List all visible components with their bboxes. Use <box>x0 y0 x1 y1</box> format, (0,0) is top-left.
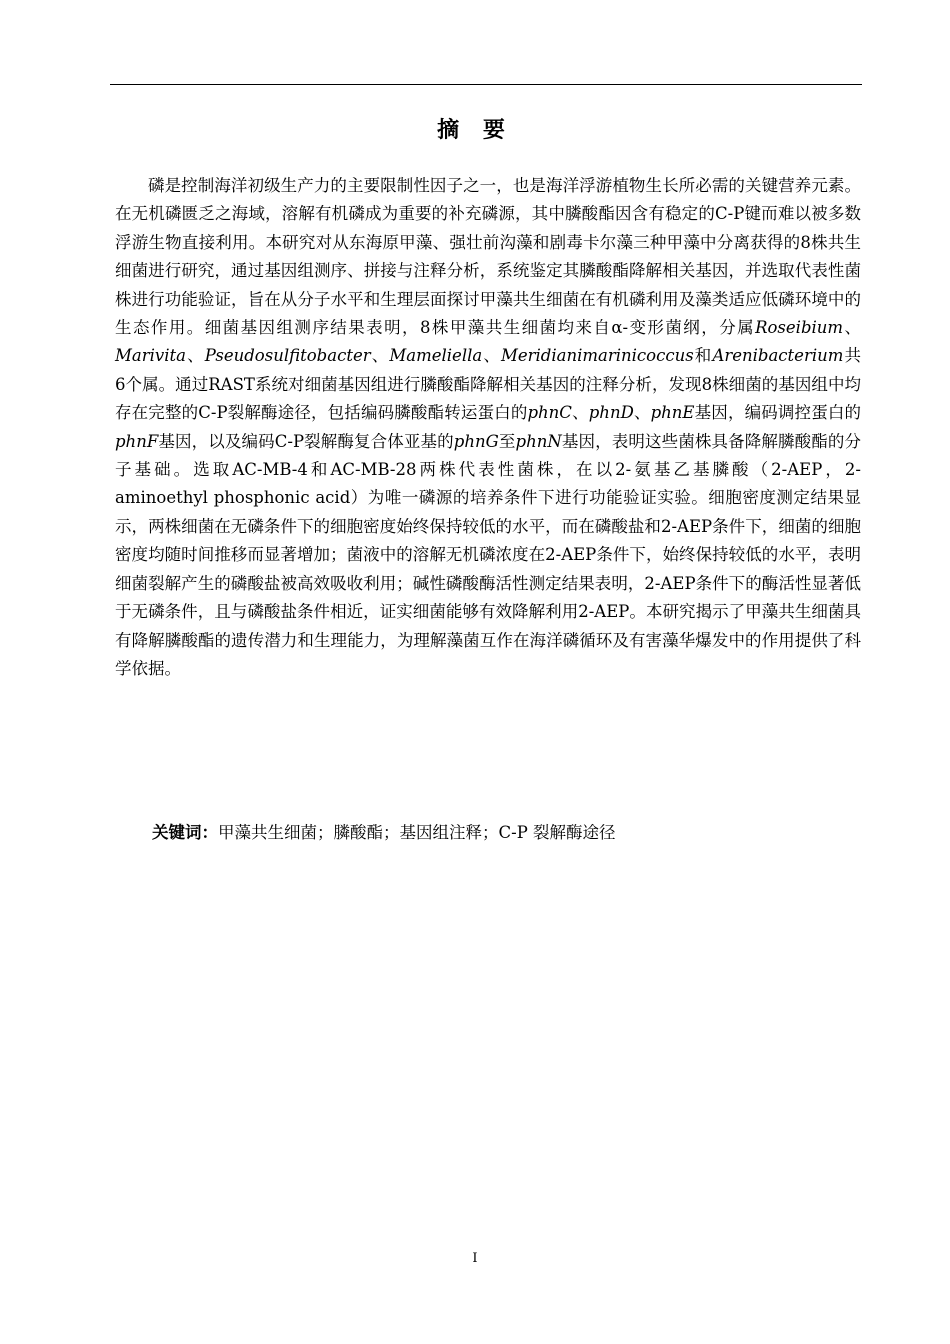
separator: 和 <box>693 346 713 366</box>
separator: 、 <box>571 403 589 423</box>
genus-name: Arenibacterium <box>712 346 844 366</box>
keywords-text: 甲藻共生细菌；膦酸酯；基因组注释；C-P 裂解酶途径 <box>218 823 616 842</box>
abstract-text: 基因，以及编码C-P裂解酶复合体亚基的 <box>158 431 454 451</box>
separator: 、 <box>370 346 390 366</box>
abstract-text: 磷是控制海洋初级生产力的主要限制性因子之一，也是海洋浮游植物生长所必需的关键营养元素。在无机磷匮乏之海域，溶解有机磷成为重要的补充磷源，其中膦酸酯因含有稳定的C-P键而难以被多数浮游生物直接利用。本研究对从东海原甲藻、强壮前沟藻和剧毒卡尔藻三种甲藻中分离获得的8株共生细菌进行研究，通过基因组测序、拼接与注释分析，系统鉴定其膦酸酯降解相关基因，并选取代表性菌株进行功能验证，旨在从分子水平和生理层面探讨甲藻共生细菌在有机磷利用及藻类适应低磷环境中的生态作用。细菌基因组测序结果表明，8株甲藻共生细菌均来自α-变形菌纲，分属 <box>115 176 861 338</box>
separator: 、 <box>633 403 651 423</box>
abstract-body <box>115 172 861 683</box>
gene-name: phnF <box>115 431 159 451</box>
abstract-text: 至 <box>498 431 516 451</box>
separator: 、 <box>482 346 501 366</box>
genus-name: Roseibium <box>755 318 844 338</box>
header-rule <box>110 84 862 85</box>
gene-name: phnD <box>588 403 634 423</box>
genus-name: Pseudosulfitobacter <box>204 346 371 366</box>
abstract-text: 共6个属。通过RAST系统对细菌基因组进行膦酸酯降解相关基因的注释分析，发现8株细菌的基因组中均存在完整的C-P裂解酶途径，包括编码膦酸酯转运蛋白的 <box>115 346 862 423</box>
page-number: I <box>472 1251 478 1266</box>
abstract-text: 基因，编码调控蛋白的 <box>694 403 862 423</box>
genus-name: Meridianimarinicoccus <box>500 346 694 366</box>
gene-name: phnC <box>527 403 572 423</box>
gene-name: phnG <box>453 431 499 451</box>
separator: 、 <box>843 318 862 338</box>
gene-name: phnE <box>650 403 695 423</box>
gene-name: phnN <box>515 431 562 451</box>
genus-name: Marivita <box>115 346 186 366</box>
abstract-text: 基因，表明这些菌株具备降解膦酸酯的分子基础。选取AC-MB-4和AC-MB-28两株代表性菌株，在以2-氨基乙基膦酸（2-AEP，2-aminoethyl phosphonic acid）为唯一磷源的培养条件下进行功能验证实验。细胞密度测定结果显示，两株细菌在无磷条件下的细胞密度始终保持较低的水平，而在磷酸盐和2-AEP条件下，细菌的细胞密度均随时间推移而显著增加；菌液中的溶解无机磷浓度在2-AEP条件下，始终保持较低的水平，表明细菌裂解产生的磷酸盐被高效吸收利用；碱性磷酸酶活性测定结果表明，2-AEP条件下的酶活性显著低于无磷条件，且与磷酸盐条件相近，证实细菌能够有效降解利用2-AEP。本研究揭示了甲藻共生细菌具有降解膦酸酯的遗传潜力和生理能力，为理解藻菌互作在海洋磷循环及有害藻华爆发中的作用提供了科学依据。 <box>115 431 862 678</box>
separator: 、 <box>185 346 205 366</box>
keywords-line <box>152 819 852 847</box>
genus-name: Mameliella <box>389 346 483 366</box>
keywords-label: 关键词： <box>152 823 218 842</box>
abstract-title: 摘 要 <box>437 118 513 143</box>
